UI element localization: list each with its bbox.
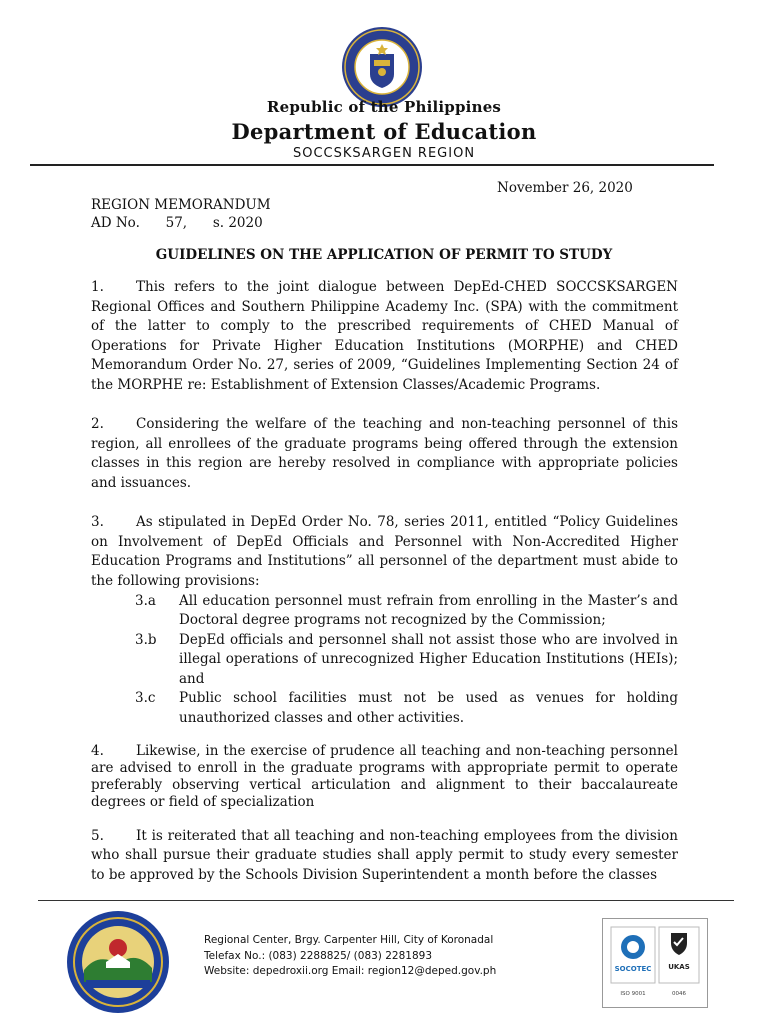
header-divider: [30, 164, 714, 166]
paragraph-2: [91, 415, 678, 493]
paragraph-text: It is reiterated that all teaching and non-teaching employees from the division who shall pursue their graduate studies shall apply permit to study every semester to be approved by the Schools Division Superintendent a month before the classes: [91, 827, 678, 883]
ukas-number: 0046: [672, 991, 686, 997]
paragraph-number: 4.: [91, 742, 104, 759]
provision-text: Public school facilities must not be used as venues for holding unauthorized classes and other activities.: [179, 690, 678, 727]
footer-website: Website: depedroxii.org Email: region12@deped.gov.ph: [204, 965, 497, 977]
footer-contact: [204, 933, 496, 980]
memo-title: GUIDELINES ON THE APPLICATION OF PERMIT TO STUDY: [155, 247, 613, 263]
paragraph-5: [91, 827, 678, 886]
paragraph-number: 2.: [91, 416, 104, 433]
provision-item: [91, 689, 678, 728]
iso-certification-icon: [603, 919, 707, 1007]
paragraph-3: [91, 513, 678, 591]
certification-badges: [602, 918, 708, 1008]
ukas-label: UKAS: [668, 963, 690, 971]
footer-telefax: Telefax No.: (083) 2288825/ (083) 2281893: [204, 949, 433, 962]
iso-label: ISO 9001: [620, 991, 646, 997]
paragraph-text: Likewise, in the exercise of prudence all teaching and non-teaching personnel are advised to enroll in the graduate programs with appropriate permit to operate preferably observing vertical articulation and alignment to their baccalaureate degrees or field of specialization: [91, 742, 678, 810]
memo-number: AD No. 57, s. 2020: [91, 215, 263, 231]
provision-item: [91, 592, 678, 631]
memo-type: REGION MEMORANDUM: [91, 197, 271, 213]
department-heading: Department of Education: [231, 119, 537, 144]
memo-date: November 26, 2020: [497, 180, 633, 196]
provision-list: [91, 592, 678, 729]
provision-item: [91, 631, 678, 690]
provision-number: 3.b: [135, 631, 157, 648]
paragraph-number: 3.: [91, 514, 104, 531]
socotec-label: SOCOTEC: [614, 965, 652, 973]
paragraph-1: [91, 278, 678, 396]
paragraph-number: 1.: [91, 279, 104, 295]
republic-heading: Republic of the Philippines: [266, 98, 502, 116]
provision-text: DepEd officials and personnel shall not assist those who are involved in illegal operations of unrecognized Higher Education Institutions (HEIs); and: [179, 631, 678, 687]
provision-number: 3.a: [135, 592, 156, 609]
deped-seal-icon: [341, 26, 423, 108]
provision-number: 3.c: [135, 690, 156, 707]
footer-divider: [38, 900, 734, 901]
footer-address: Regional Center, Brgy. Carpenter Hill, City of Koronadal: [204, 934, 494, 946]
paragraph-text: As stipulated in DepEd Order No. 78, series 2011, entitled “Policy Guidelines on Involvement of DepEd Officials and Personnel with Non-Accredited Higher Education Programs and Institutions” all personnel of the department must abide to the following provisions:: [91, 514, 678, 589]
region-heading: SOCCSKSARGEN REGION: [292, 146, 476, 161]
paragraph-text: This refers to the joint dialogue between DepEd-CHED SOCCSKSARGEN Regional Offices and Southern Philippine Academy Inc. (SPA) with the commitment of the latter to comply to the prescribed requirements of CHED Manual of Operations for Private Higher Education Institutions (MORPHE) and CHED Memorandum Order No. 27, series of 2009, “Guidelines Implementing Section 24 of the MORPHE re: Establishment of Extension Classes/Academic Programs.: [91, 279, 678, 393]
paragraph-text: Considering the welfare of the teaching and non-teaching personnel of this region, all enrollees of the graduate programs being offered through the extension classes in this region are hereby resolved in compliance with appropriate policies and issuances.: [91, 416, 678, 491]
provision-text: All education personnel must refrain from enrolling in the Master’s and Doctoral degree programs not recognized by the Commission;: [179, 592, 678, 629]
memo-body: [91, 278, 678, 905]
region-logo-icon: [66, 910, 170, 1014]
paragraph-4: [91, 743, 678, 811]
paragraph-number: 5.: [91, 827, 104, 844]
